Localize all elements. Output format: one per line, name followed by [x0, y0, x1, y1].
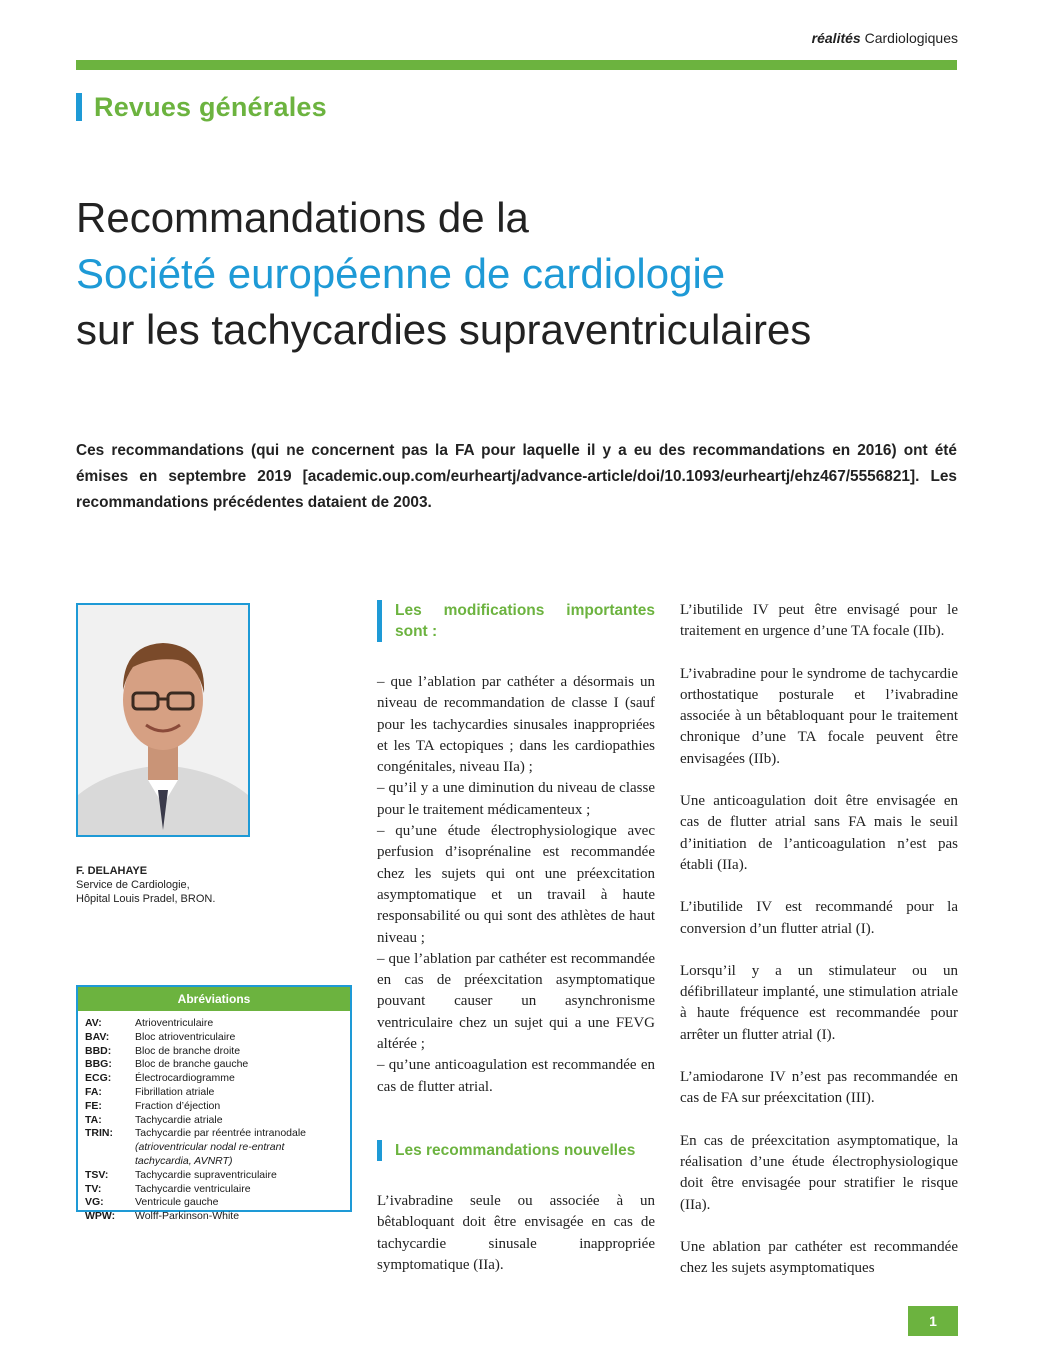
abbr-value: Électrocardiogramme [135, 1072, 235, 1085]
paragraph: Une ablation par cathéter est recommandée chez les sujets asymptomatiques [680, 1238, 958, 1277]
journal-name-rest: Cardiologiques [860, 30, 958, 46]
author-portrait-image [78, 605, 248, 835]
abbreviations-title: Abréviations [78, 987, 350, 1011]
author-photo [76, 603, 250, 837]
author-name: F. DELAHAYE [76, 865, 148, 877]
author-affiliation-2: Hôpital Louis Pradel, BRON. [76, 893, 216, 905]
abbreviation-row [85, 1072, 346, 1086]
abbr-value: Bloc de branche gauche [135, 1058, 249, 1071]
abbr-value-line: Tachycardie par réentrée intranodale [135, 1127, 307, 1140]
abbr-key: VG: [85, 1196, 104, 1209]
section-header [76, 92, 327, 122]
paragraph: Une anticoagulation doit être envisagée en cas de flutter atrial sans FA mais le seuil d’initiation de l’anticoagulation n’est pas établi (IIa). [680, 793, 958, 873]
top-rule [76, 60, 957, 70]
author-affiliation-1: Service de Cardiologie, [76, 879, 190, 891]
title-line-3: sur les tachycardies supraventriculaires [76, 306, 812, 353]
column-right [680, 600, 958, 1279]
article-title [76, 190, 976, 358]
modifications-list [377, 672, 655, 1098]
list-item: – qu’il y a une diminution du niveau de classe pour le traitement médicamenteux ; [377, 780, 655, 818]
abbr-value: Fraction d’éjection [135, 1099, 221, 1112]
abbr-key: BBD: [85, 1044, 112, 1057]
abbreviation-row [85, 1086, 346, 1100]
author-block [76, 864, 215, 906]
list-item: – que l’ablation par cathéter a désormais un niveau de recommandation de classe I (sauf pour les tachycardies sinusales inappropriées et les TA ectopiques ; dans les cardiopathies congénitales, niveau IIa) ; [377, 674, 655, 776]
abbreviation-row [85, 1127, 346, 1168]
abbreviation-row [85, 1045, 346, 1059]
abbr-value: Atrioventriculaire [135, 1017, 214, 1029]
abbreviations-box [76, 985, 352, 1223]
abbr-key: ECG: [85, 1072, 112, 1085]
paragraph: Lorsqu’il y a un stimulateur ou un défibrillateur implanté, une stimulation atriale à haute fréquence est recommandée pour arrêter un flutter atrial (I). [680, 962, 958, 1043]
journal-name-bold: réalités [811, 30, 861, 46]
abbr-key: TRIN: [85, 1127, 113, 1140]
abbr-key: TSV: [85, 1168, 109, 1181]
abbreviation-row [85, 1114, 346, 1128]
abbr-key: TV: [85, 1182, 102, 1195]
abbr-key: AV: [85, 1017, 102, 1029]
paragraph: L’ibutilide IV peut être envisagé pour le traitement en urgence d’une TA focale (IIb). [680, 602, 958, 640]
abbr-key: WPW: [85, 1210, 116, 1223]
abbreviation-row [85, 1031, 346, 1045]
title-line-1: Recommandations de la [76, 194, 529, 241]
abbr-key: BBG: [85, 1058, 112, 1071]
subheading-text: Les modifications importantes sont : [395, 602, 655, 640]
intro-paragraph: Ces recommandations (qui ne concernent pas la FA pour laquelle il y a eu des recommandations en 2016) ont été émises en septembre 2019 [academic.oup.com/eurheartj/advance-article/doi/10.1093/eurheartj/ehz467/5556821]. Les recommandations précédentes dataient de 2003. [76, 442, 957, 511]
paragraph: L’ivabradine pour le syndrome de tachycardie orthostatique posturale et l’ivabradine associée à un bêtabloquant pour le traitement chronique d’une TA focale peuvent être envisagées (IIb). [680, 665, 958, 767]
abbr-value-line: (atrioventricular nodal re-entrant [135, 1141, 285, 1154]
subheading-modifications [377, 600, 655, 642]
abbr-value-line: tachycardia, AVNRT) [135, 1154, 233, 1167]
title-line-2: Société européenne de cardiologie [76, 250, 726, 297]
abbreviation-row [85, 1100, 346, 1114]
page-number: 1 [908, 1306, 958, 1336]
section-title: Revues générales [94, 91, 327, 122]
abbr-value: Tachycardie supraventriculaire [135, 1168, 277, 1181]
abbr-value [135, 1127, 346, 1168]
abbr-value: Wolff-Parkinson-White [135, 1210, 240, 1223]
paragraph: L’ibutilide IV est recommandé pour la conversion d’un flutter atrial (I). [680, 899, 958, 937]
paragraph: L’ivabradine seule ou associée à un bêtabloquant doit être envisagée en cas de tachycardie sinusale inappropriée symptomatique (IIa). [377, 1192, 655, 1273]
abbr-key: FA: [85, 1085, 102, 1098]
subheading-marker [377, 1140, 382, 1161]
abbreviation-row [85, 1210, 346, 1224]
section-marker [76, 93, 82, 121]
abbreviation-row [85, 1017, 346, 1031]
abbr-value: Tachycardie atriale [135, 1113, 223, 1126]
subheading-nouvelles [377, 1140, 655, 1161]
abbr-key: FE: [85, 1099, 102, 1112]
abbr-key: TA: [85, 1113, 102, 1126]
abbr-key: BAV: [85, 1030, 110, 1043]
abbr-value: Bloc de branche droite [135, 1044, 241, 1057]
abbr-value: Bloc atrioventriculaire [135, 1030, 236, 1043]
abbreviation-row [85, 1183, 346, 1197]
list-item: – que l’ablation par cathéter est recommandée en cas de préexcitation asymptomatique pouvant causer un asynchronisme ventriculaire chez un sujet qui a une FEVG altérée ; [377, 950, 655, 1053]
abbreviation-row [85, 1169, 346, 1183]
journal-name [812, 30, 958, 46]
abbreviations-list [78, 1011, 350, 1224]
subheading-text: Les recommandations nouvelles [395, 1141, 636, 1159]
abbreviation-row [85, 1058, 346, 1072]
abbreviation-row [85, 1196, 346, 1210]
abbr-value: Tachycardie ventriculaire [135, 1182, 251, 1195]
abbr-value: Fibrillation atriale [135, 1085, 215, 1098]
list-item: – qu’une anticoagulation est recommandée en cas de flutter atrial. [377, 1057, 655, 1095]
column-middle [377, 600, 655, 1276]
paragraph: En cas de préexcitation asymptomatique, la réalisation d’une étude électrophysiologique doit être envisagée pour stratifier le risque (IIa). [680, 1132, 958, 1213]
subheading-marker [377, 600, 382, 642]
abbr-value: Ventricule gauche [135, 1196, 219, 1209]
paragraph: L’amiodarone IV n’est pas recommandée en cas de FA sur préexcitation (III). [680, 1069, 958, 1107]
list-item: – qu’une étude électrophysiologique avec perfusion d’isoprénaline est recommandée chez les sujets qui ont une préexcitation asymptomatique et un travail à haute responsabilité ou qui sont des athlètes de haut niveau ; [377, 823, 655, 946]
